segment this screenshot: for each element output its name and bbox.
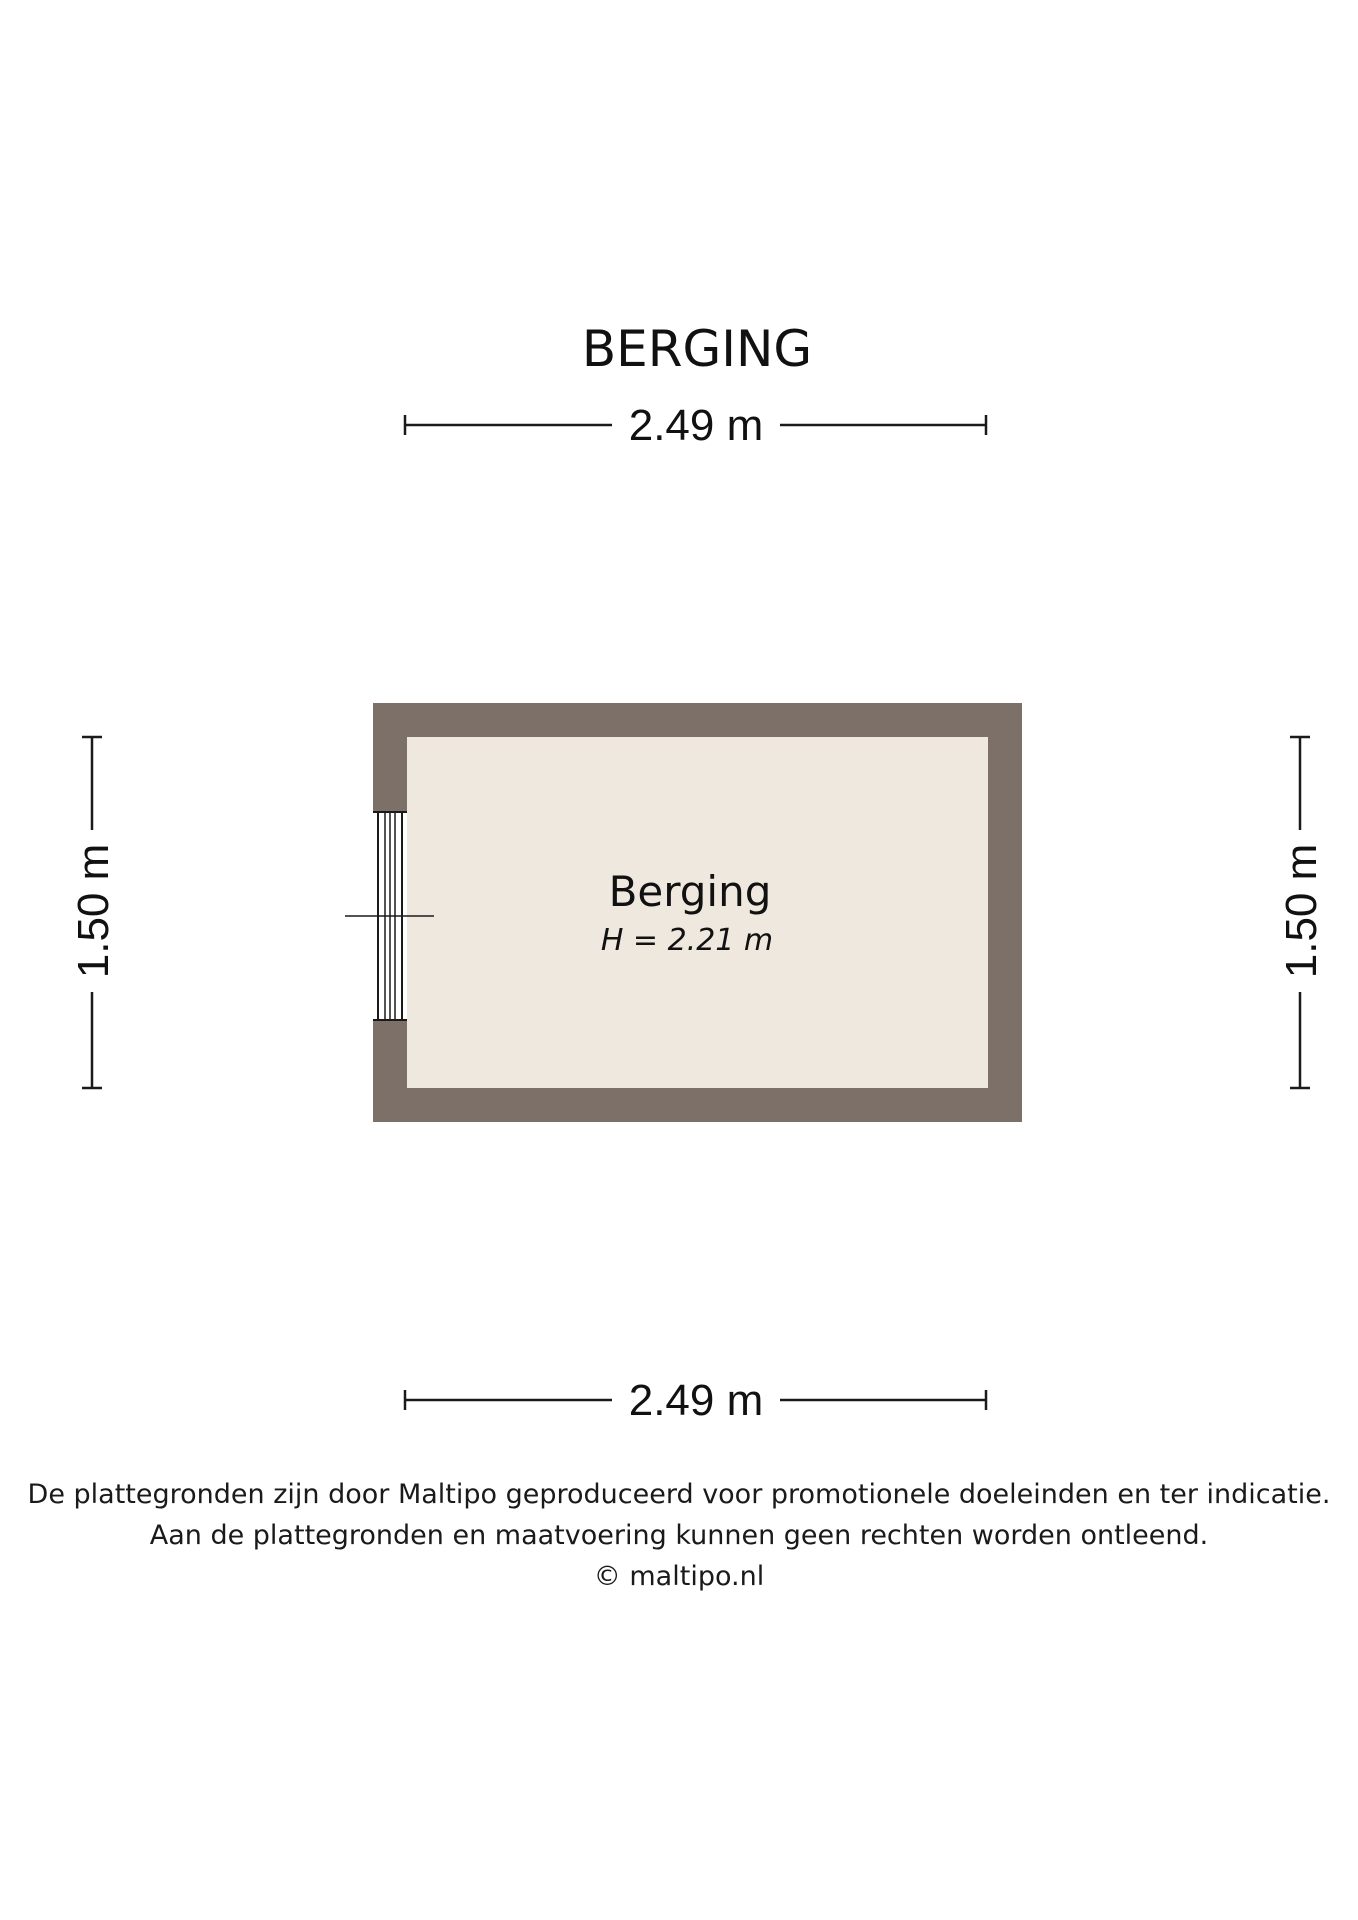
dimension-top-label: 2.49 m — [628, 401, 764, 450]
disclaimer-copyright: © maltipo.nl — [593, 1561, 765, 1592]
room-name: Berging — [608, 867, 772, 916]
dimension-bottom-label: 2.49 m — [628, 1376, 764, 1425]
room-height: H = 2.21 m — [600, 923, 774, 958]
plan-title: BERGING — [581, 320, 813, 378]
dimension-bottom — [405, 1376, 986, 1425]
dimension-left-label: 1.50 m — [69, 843, 118, 979]
disclaimer-line-2: Aan de plattegronden en maatvoering kunnen geen rechten worden ontleend. — [149, 1520, 1209, 1551]
dimension-right-label: 1.50 m — [1277, 843, 1326, 979]
dimension-top — [405, 401, 986, 450]
dimension-right — [1277, 737, 1326, 1088]
disclaimer-line-1: De plattegronden zijn door Maltipo geproduceerd voor promotionele doeleinden en ter indicatie. — [27, 1479, 1331, 1510]
room-berging — [345, 703, 1022, 1122]
dimension-left — [69, 737, 118, 1088]
disclaimer — [0, 1474, 1358, 1597]
